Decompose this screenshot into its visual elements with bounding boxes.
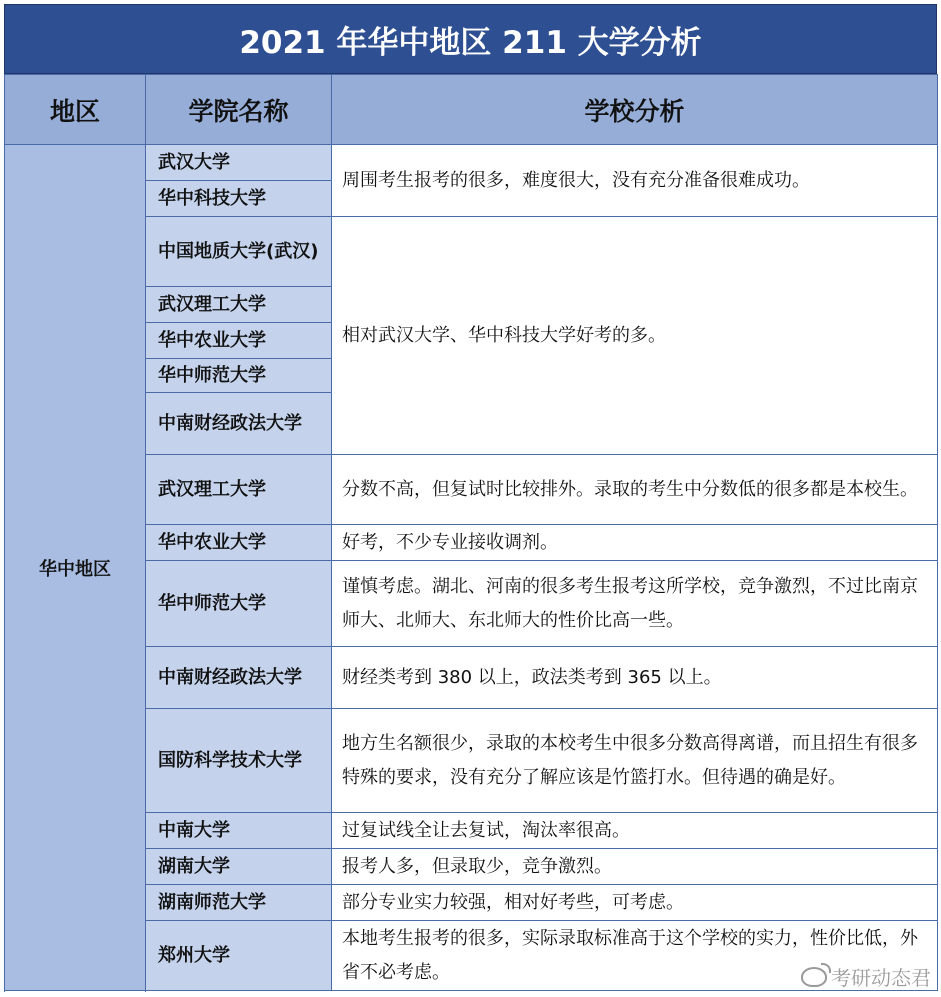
watermark-text: 考研动态君 — [831, 966, 931, 990]
school-cell: 华中科技大学 — [146, 181, 332, 217]
university-analysis-table — [4, 4, 937, 991]
school-cell: 武汉理工大学 — [146, 287, 332, 323]
weibo-icon — [801, 967, 827, 987]
school-cell: 湖南大学 — [146, 849, 332, 885]
analysis-cell: 报考人多，但录取少，竞争激烈。 — [332, 849, 938, 885]
analysis-cell: 本地考生报考的很多，实际录取标准高于这个学校的实力，性价比低，外省不必考虑。 — [332, 921, 938, 991]
school-cell: 武汉大学 — [146, 145, 332, 181]
analysis-cell: 过复试线全让去复试，淘汰率很高。 — [332, 813, 938, 849]
analysis-cell: 谨慎考虑。湖北、河南的很多考生报考这所学校，竞争激烈，不过比南京师大、北师大、东北师大的性价比高一些。 — [332, 561, 938, 647]
analysis-cell: 财经类考到 380 以上，政法类考到 365 以上。 — [332, 647, 938, 709]
analysis-cell: 地方生名额很少，录取的本校考生中很多分数高得离谱，而且招生有很多特殊的要求，没有充分了解应该是竹篮打水。但待遇的确是好。 — [332, 709, 938, 813]
school-cell: 华中师范大学 — [146, 561, 332, 647]
school-cell: 华中师范大学 — [146, 359, 332, 393]
school-cell: 华中农业大学 — [146, 525, 332, 561]
analysis-cell: 好考，不少专业接收调剂。 — [332, 525, 938, 561]
analysis-table — [4, 74, 938, 991]
school-cell: 中南财经政法大学 — [146, 393, 332, 455]
header-school: 学院名称 — [146, 75, 332, 145]
weibo-watermark — [801, 962, 931, 991]
analysis-cell: 部分专业实力较强，相对好考些，可考虑。 — [332, 885, 938, 921]
school-cell: 郑州大学 — [146, 921, 332, 991]
school-cell: 华中农业大学 — [146, 323, 332, 359]
analysis-cell: 相对武汉大学、华中科技大学好考的多。 — [332, 217, 938, 455]
table-title: 2021 年华中地区 211 大学分析 — [4, 4, 937, 74]
school-cell: 湖南师范大学 — [146, 885, 332, 921]
header-region: 地区 — [5, 75, 146, 145]
header-row — [5, 75, 938, 145]
table-row — [5, 145, 938, 181]
region-cell: 华中地区 — [5, 145, 146, 991]
analysis-cell: 周围考生报考的很多，难度很大，没有充分准备很难成功。 — [332, 145, 938, 217]
school-cell: 中国地质大学(武汉) — [146, 217, 332, 287]
header-analysis: 学校分析 — [332, 75, 938, 145]
school-cell: 武汉理工大学 — [146, 455, 332, 525]
analysis-cell: 分数不高，但复试时比较排外。录取的考生中分数低的很多都是本校生。 — [332, 455, 938, 525]
school-cell: 中南财经政法大学 — [146, 647, 332, 709]
school-cell: 国防科学技术大学 — [146, 709, 332, 813]
school-cell: 中南大学 — [146, 813, 332, 849]
